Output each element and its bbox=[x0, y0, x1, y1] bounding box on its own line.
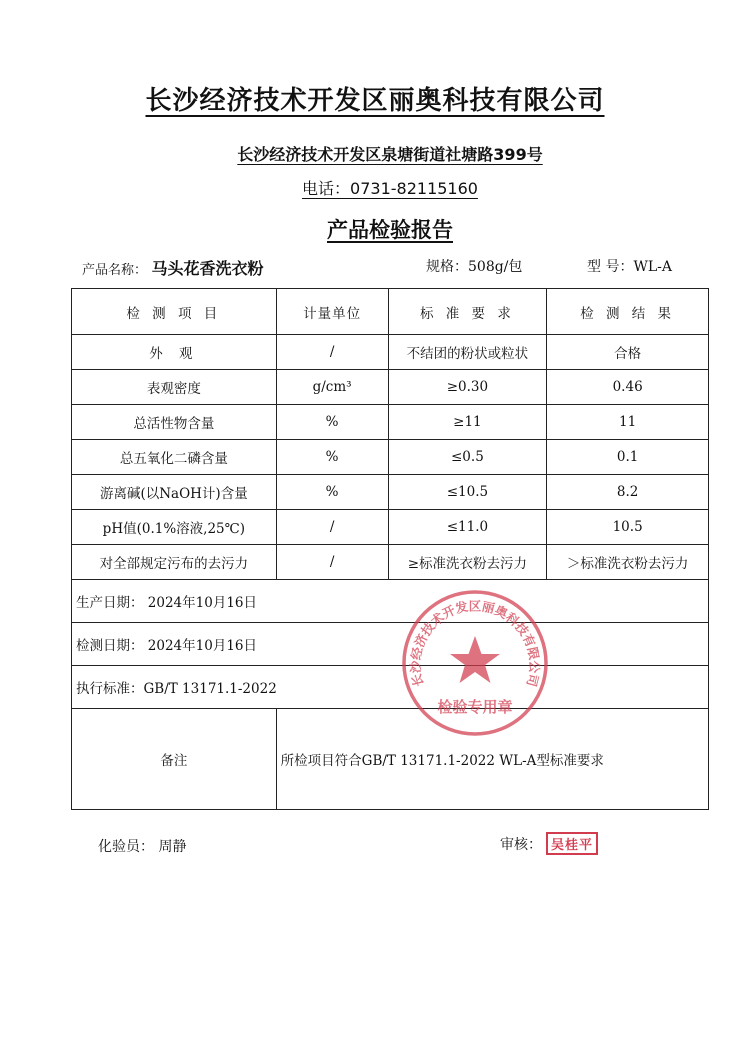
remarks-label: 备注 bbox=[72, 709, 277, 810]
cell-standard: ≤10.5 bbox=[388, 475, 547, 510]
remarks-text: 所检项目符合GB/T 13171.1-2022 WL-A型标准要求 bbox=[276, 709, 708, 810]
production-date: 生产日期： 2024年10月16日 bbox=[72, 580, 709, 623]
cell-result: 10.5 bbox=[547, 510, 709, 545]
cell-unit: / bbox=[276, 545, 388, 580]
cell-result: 0.46 bbox=[547, 370, 709, 405]
product-spec: 规格：508g/包 bbox=[426, 259, 523, 275]
cell-standard: ≥0.30 bbox=[388, 370, 547, 405]
cell-standard: 不结团的粉状或粒状 bbox=[388, 335, 547, 370]
cell-unit: % bbox=[276, 440, 388, 475]
execution-standard: 执行标准：GB/T 13171.1-2022 bbox=[72, 666, 709, 709]
table-row bbox=[72, 545, 709, 580]
reviewer-signature-stamp: 吴桂平 bbox=[546, 832, 598, 855]
standard-row bbox=[72, 666, 709, 709]
cell-standard: ≤11.0 bbox=[388, 510, 547, 545]
reviewer-label: 审核： bbox=[500, 837, 542, 853]
inspection-date-row bbox=[72, 623, 709, 666]
cell-standard: ≥标准洗衣粉去污力 bbox=[388, 545, 547, 580]
table-row bbox=[72, 475, 709, 510]
cell-unit: / bbox=[276, 335, 388, 370]
cell-unit: % bbox=[276, 405, 388, 440]
company-name: 长沙经济技术开发区丽奥科技有限公司 bbox=[145, 86, 605, 116]
seal-inner-text: 检验专用章 bbox=[437, 698, 513, 716]
table-row bbox=[72, 335, 709, 370]
table-row bbox=[72, 405, 709, 440]
product-name-label: 产品名称： bbox=[82, 263, 148, 278]
cell-unit: / bbox=[276, 510, 388, 545]
cell-unit: % bbox=[276, 475, 388, 510]
cell-unit: g/cm³ bbox=[276, 370, 388, 405]
table-row bbox=[72, 370, 709, 405]
header-result: 检 测 结 果 bbox=[547, 289, 709, 335]
table-row bbox=[72, 510, 709, 545]
cell-result: 8.2 bbox=[547, 475, 709, 510]
inspection-date: 检测日期： 2024年10月16日 bbox=[72, 623, 709, 666]
product-model: 型 号：WL-A bbox=[587, 259, 672, 275]
cell-result: 0.1 bbox=[547, 440, 709, 475]
table-row bbox=[72, 440, 709, 475]
inspection-seal-stamp bbox=[400, 588, 550, 738]
cell-item: 对全部规定污布的去污力 bbox=[72, 545, 277, 580]
cell-standard: ≥11 bbox=[388, 405, 547, 440]
seal-outer-text: 长沙经济技术开发区丽奥科技有限公司 bbox=[407, 598, 543, 689]
reviewer bbox=[500, 832, 598, 855]
report-title: 产品检验报告 bbox=[327, 218, 453, 242]
cell-item: 外 观 bbox=[72, 335, 277, 370]
cell-result: ＞标准洗衣粉去污力 bbox=[547, 545, 709, 580]
cell-item: 总活性物含量 bbox=[72, 405, 277, 440]
table-header-row bbox=[72, 289, 709, 335]
company-address: 长沙经济技术开发区泉塘街道社塘路399号 bbox=[237, 145, 543, 164]
remarks-row bbox=[72, 709, 709, 810]
seal-star-icon bbox=[450, 636, 500, 683]
cell-item: pH值(0.1%溶液,25℃) bbox=[72, 510, 277, 545]
header-unit: 计量单位 bbox=[276, 289, 388, 335]
product-name-row bbox=[82, 256, 263, 279]
cell-result: 11 bbox=[547, 405, 709, 440]
cell-item: 表观密度 bbox=[72, 370, 277, 405]
inspector: 化验员： 周静 bbox=[98, 839, 187, 855]
cell-item: 游离碱(以NaOH计)含量 bbox=[72, 475, 277, 510]
header-standard: 标 准 要 求 bbox=[388, 289, 547, 335]
cell-result: 合格 bbox=[547, 335, 709, 370]
product-name: 马头花香洗衣粉 bbox=[151, 259, 264, 278]
header-item: 检 测 项 目 bbox=[72, 289, 277, 335]
production-date-row bbox=[72, 580, 709, 623]
cell-standard: ≤0.5 bbox=[388, 440, 547, 475]
inspection-table bbox=[71, 288, 709, 810]
company-phone: 电话：0731-82115160 bbox=[302, 179, 478, 198]
cell-item: 总五氧化二磷含量 bbox=[72, 440, 277, 475]
